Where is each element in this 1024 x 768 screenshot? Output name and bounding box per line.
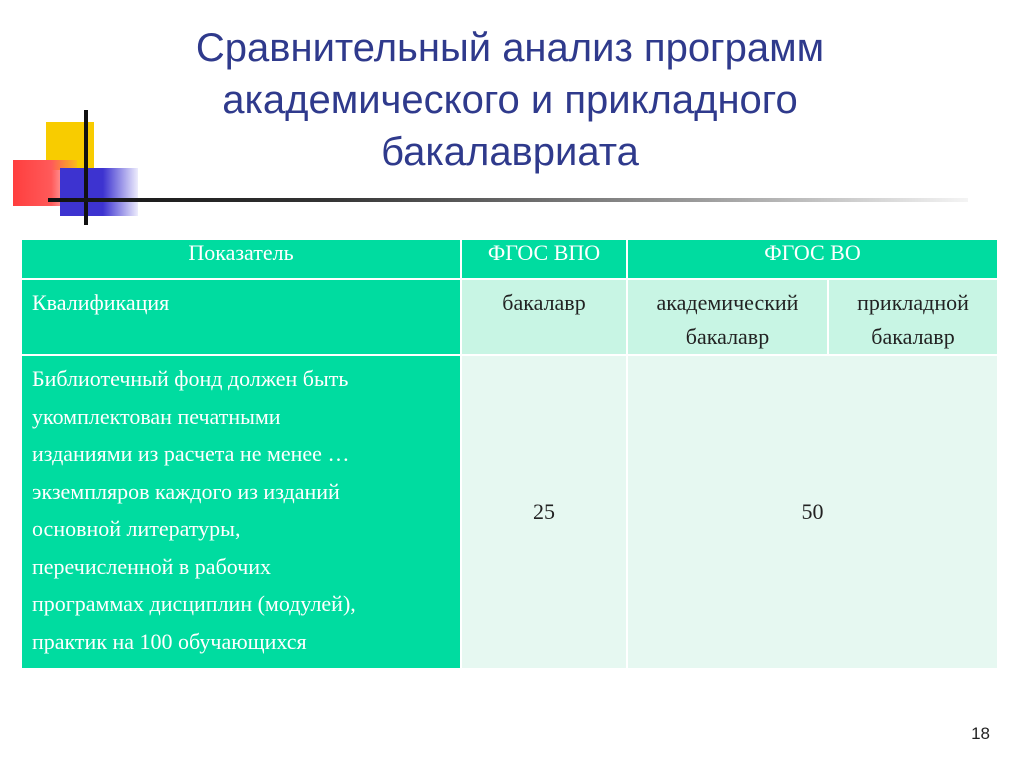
header-fgos-vpo: ФГОС ВПО bbox=[461, 239, 627, 279]
cell-library-vo: 50 bbox=[627, 355, 998, 669]
academic-line-2: бакалавр bbox=[685, 324, 770, 349]
cell-qualification-academic bbox=[627, 279, 828, 355]
table-row-qualification bbox=[21, 279, 998, 355]
cell-library-vpo: 25 bbox=[461, 355, 627, 669]
cell-library-label bbox=[21, 355, 461, 669]
decorative-squares bbox=[0, 100, 1000, 240]
table-header-row bbox=[21, 239, 998, 279]
applied-line-1: прикладной bbox=[857, 290, 969, 315]
applied-line-2: бакалавр bbox=[871, 324, 955, 349]
library-line-5: основной литературы, bbox=[32, 516, 241, 541]
horizontal-rule bbox=[48, 198, 968, 202]
header-indicator: Показатель bbox=[21, 239, 461, 279]
blue-square bbox=[60, 168, 138, 216]
library-line-6: перечисленной в рабочих bbox=[32, 553, 272, 579]
title-line-1: Сравнительный анализ программ bbox=[195, 26, 825, 70]
library-line-4: экземпляров каждого из изданий bbox=[32, 478, 340, 504]
page-number: 18 bbox=[971, 724, 990, 743]
header-fgos-vo: ФГОС ВО bbox=[627, 239, 998, 279]
library-line-8: практик на 100 обучающихся bbox=[32, 628, 307, 654]
cell-qualification-label: Квалификация bbox=[21, 279, 461, 355]
comparison-table bbox=[20, 238, 999, 670]
table-row-library bbox=[21, 355, 998, 669]
title-line-2: академического и прикладного bbox=[222, 78, 798, 122]
academic-line-1: академический bbox=[656, 290, 799, 315]
library-line-2: укомплектован печатными bbox=[32, 403, 281, 429]
library-line-7: программах дисциплин (модулей), bbox=[32, 591, 356, 616]
cell-qualification-applied bbox=[828, 279, 998, 355]
library-line-3: изданиями из расчета не менее … bbox=[32, 441, 350, 466]
title-line-3: бакалавриата bbox=[381, 130, 639, 174]
library-line-1: Библиотечный фонд должен быть bbox=[32, 366, 349, 391]
cell-qualification-vpo: бакалавр bbox=[461, 279, 627, 355]
vertical-rule bbox=[84, 110, 88, 225]
